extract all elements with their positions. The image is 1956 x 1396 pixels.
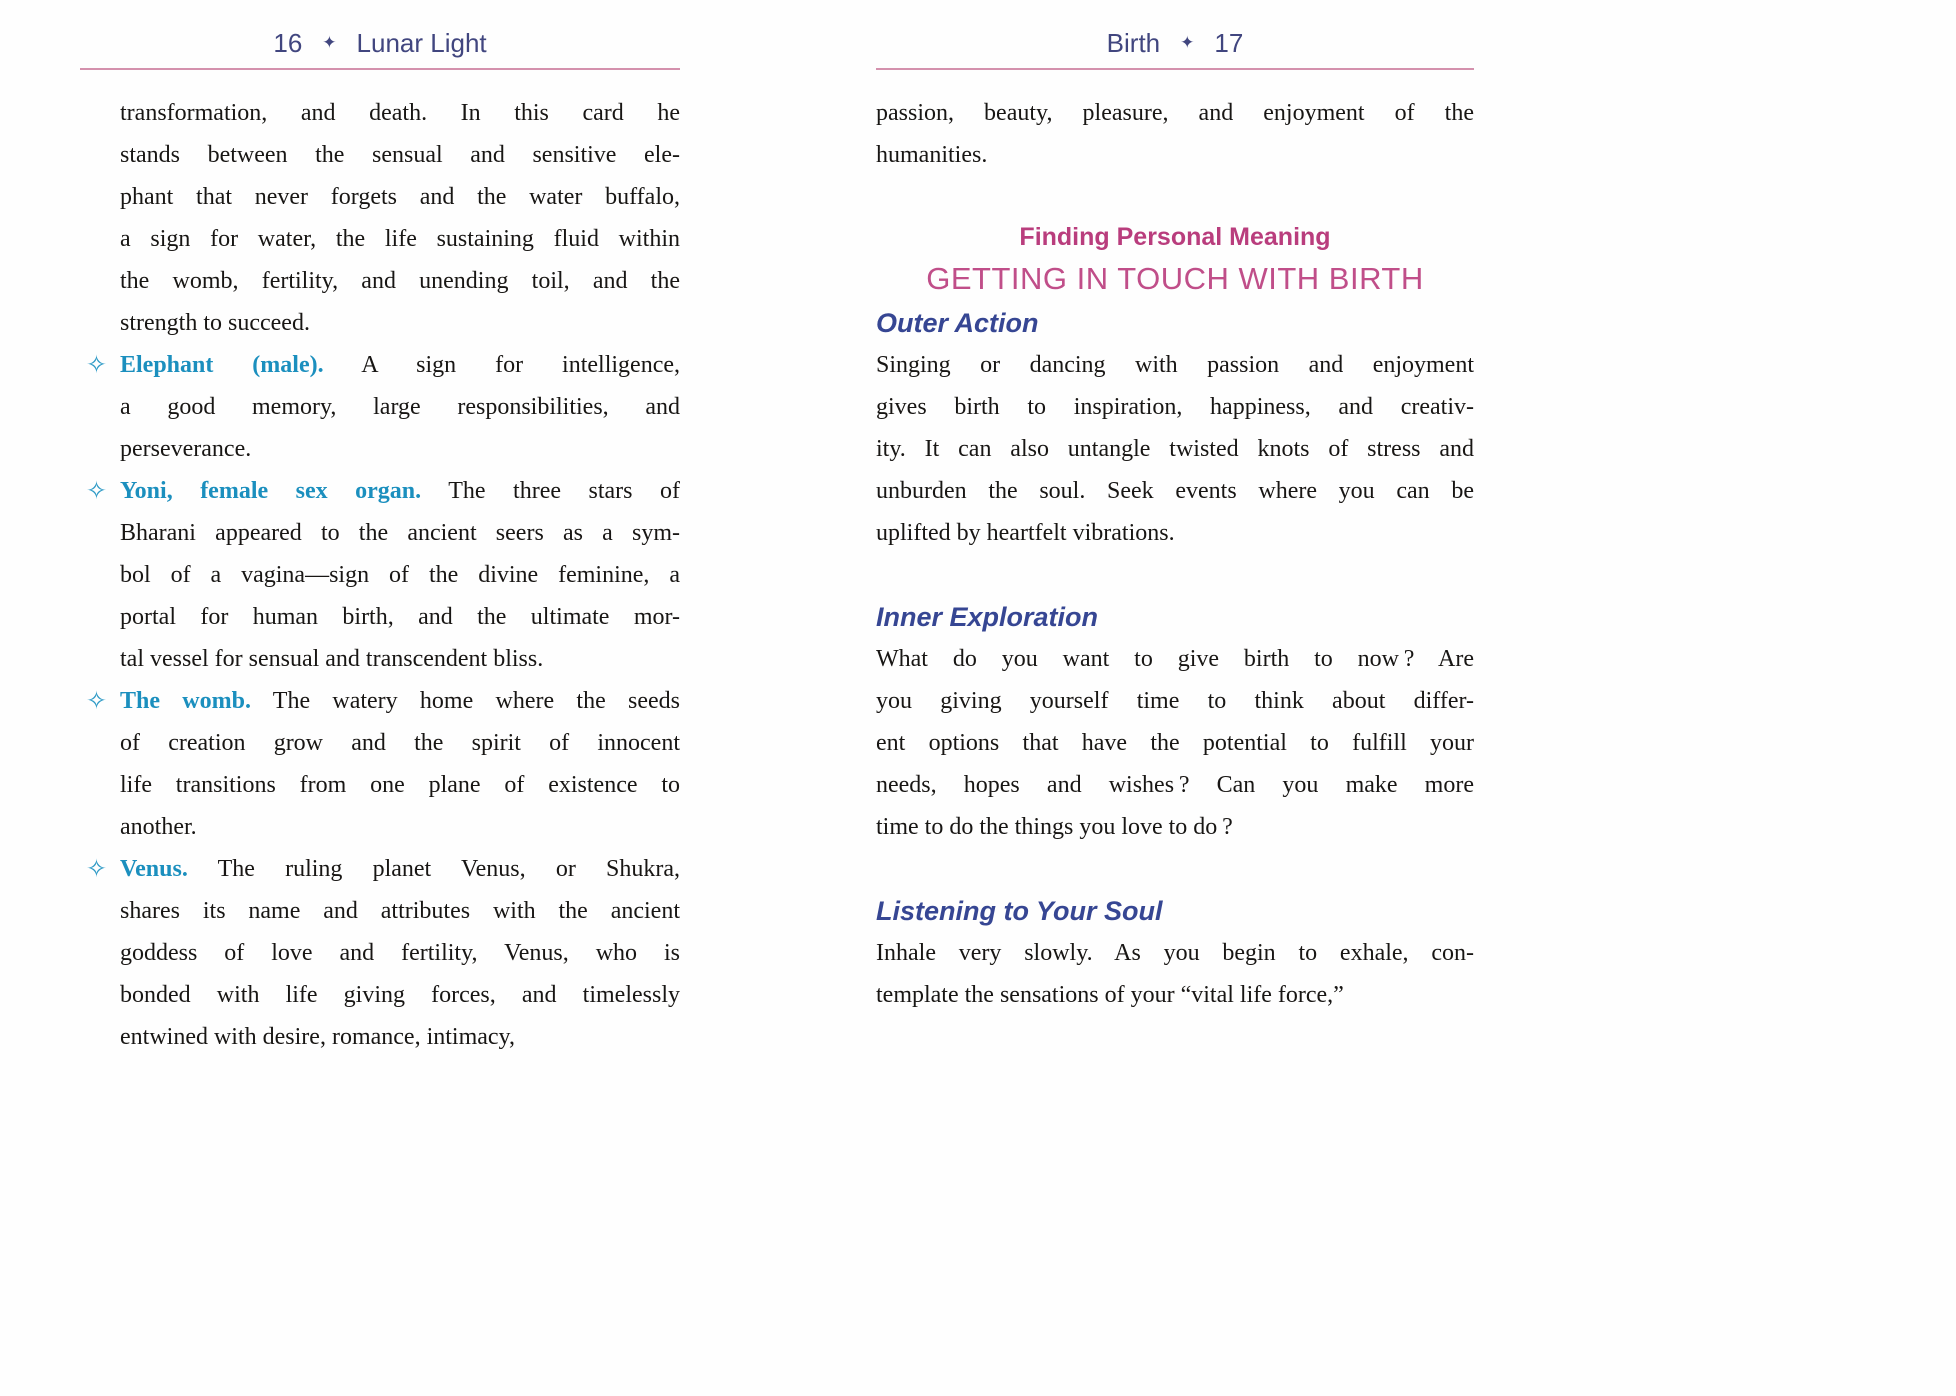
bullet-lead: Elephant (male). (120, 352, 324, 378)
right-page-number: 17 (1214, 28, 1244, 58)
text-line: Elephant (male). A sign for intelligence, (120, 352, 680, 378)
text-line: Bharani appeared to the ancient seers as a sym- (120, 520, 680, 546)
text-line: Inhale very slowly. As you begin to exhale, con- (876, 940, 1474, 966)
left-page-number: 16 (273, 28, 303, 58)
text-line: unburden the soul. Seek events where you can be (876, 478, 1474, 504)
text-line: Singing or dancing with passion and enjoyment (876, 352, 1474, 378)
left-page-body (86, 92, 681, 1058)
right-running-title: Birth (1106, 28, 1161, 58)
diamond-icon: ✦ (1180, 33, 1195, 52)
bullet-item (86, 848, 680, 1058)
text-line: stands between the sensual and sensitive ele- (120, 142, 680, 168)
left-page (80, 26, 680, 1058)
practice-section (876, 890, 1474, 1016)
text-line: bonded with life giving forces, and timelessly (120, 982, 680, 1008)
text-line: a sign for water, the life sustaining fluid within (120, 226, 680, 252)
bullet-lead: Yoni, female sex organ. (120, 478, 422, 504)
text-line: passion, beauty, pleasure, and enjoyment of the (876, 100, 1474, 126)
text-line: bol of a vagina—sign of the divine feminine, a (120, 562, 680, 588)
text-line: humanities. (876, 142, 988, 168)
text-line: tal vessel for sensual and transcendent bliss. (120, 646, 544, 672)
right-sections (876, 302, 1474, 1016)
bullet-item (86, 344, 680, 470)
text-line: gives birth to inspiration, happiness, and creativ- (876, 394, 1474, 420)
bullet-lead: Venus. (120, 856, 188, 882)
meaning-title: GETTING IN TOUCH WITH BIRTH (926, 261, 1424, 296)
diamond-bullet-icon: ✧ (86, 854, 107, 883)
section-subheading: Outer Action (876, 308, 1039, 338)
text-line: of creation grow and the spirit of innocent (120, 730, 680, 756)
right-page (876, 26, 1474, 1016)
left-page-header (80, 26, 680, 70)
text-line: Yoni, female sex organ. The three stars of (120, 478, 681, 504)
text-line: uplifted by heartfelt vibrations. (876, 520, 1175, 546)
bullet-item (86, 680, 680, 848)
practice-section (876, 596, 1474, 848)
text-line: a good memory, large responsibilities, and (120, 394, 680, 420)
text-line: What do you want to give birth to now ? Are (876, 646, 1474, 672)
text-line: strength to succeed. (120, 310, 310, 336)
diamond-bullet-icon: ✧ (86, 350, 107, 379)
text-line: perseverance. (120, 436, 252, 462)
text-line: entwined with desire, romance, intimacy, (120, 1024, 515, 1050)
left-running-title: Lunar Light (356, 28, 487, 58)
right-intro-paragraph (876, 92, 1474, 176)
text-line: portal for human birth, and the ultimate mor- (120, 604, 680, 630)
text-line: goddess of love and fertility, Venus, who is (120, 940, 680, 966)
text-line: The womb. The watery home where the seeds (120, 688, 680, 714)
text-line: you giving yourself time to think about differ- (876, 688, 1474, 714)
bullet-item (86, 470, 681, 680)
section-subheading: Listening to Your Soul (876, 896, 1163, 926)
text-line: ent options that have the potential to fulfill your (876, 730, 1474, 756)
text-line: needs, hopes and wishes ? Can you make more (876, 772, 1474, 798)
diamond-bullet-icon: ✧ (86, 476, 107, 505)
text-line: template the sensations of your “vital life force,” (876, 982, 1344, 1008)
finding-meaning-block (876, 220, 1474, 302)
text-line: the womb, fertility, and unending toil, and the (120, 268, 680, 294)
text-line: another. (120, 814, 197, 840)
text-line: phant that never forgets and the water buffalo, (120, 184, 680, 210)
text-line: Venus. The ruling planet Venus, or Shukra, (120, 856, 680, 882)
meaning-kicker: Finding Personal Meaning (1019, 223, 1331, 251)
text-line: life transitions from one plane of existence to (120, 772, 680, 798)
section-subheading: Inner Exploration (876, 602, 1099, 632)
diamond-bullet-icon: ✧ (86, 686, 107, 715)
text-line: shares its name and attributes with the ancient (120, 898, 680, 924)
bullet-lead: The womb. (120, 688, 251, 714)
right-page-header (876, 26, 1474, 70)
text-line: ity. It can also untangle twisted knots of stress and (876, 436, 1474, 462)
diamond-icon: ✦ (322, 33, 337, 52)
right-page-body (876, 92, 1474, 1016)
practice-section (876, 302, 1474, 554)
text-line: transformation, and death. In this card he (120, 100, 680, 126)
text-line: time to do the things you love to do ? (876, 814, 1233, 840)
